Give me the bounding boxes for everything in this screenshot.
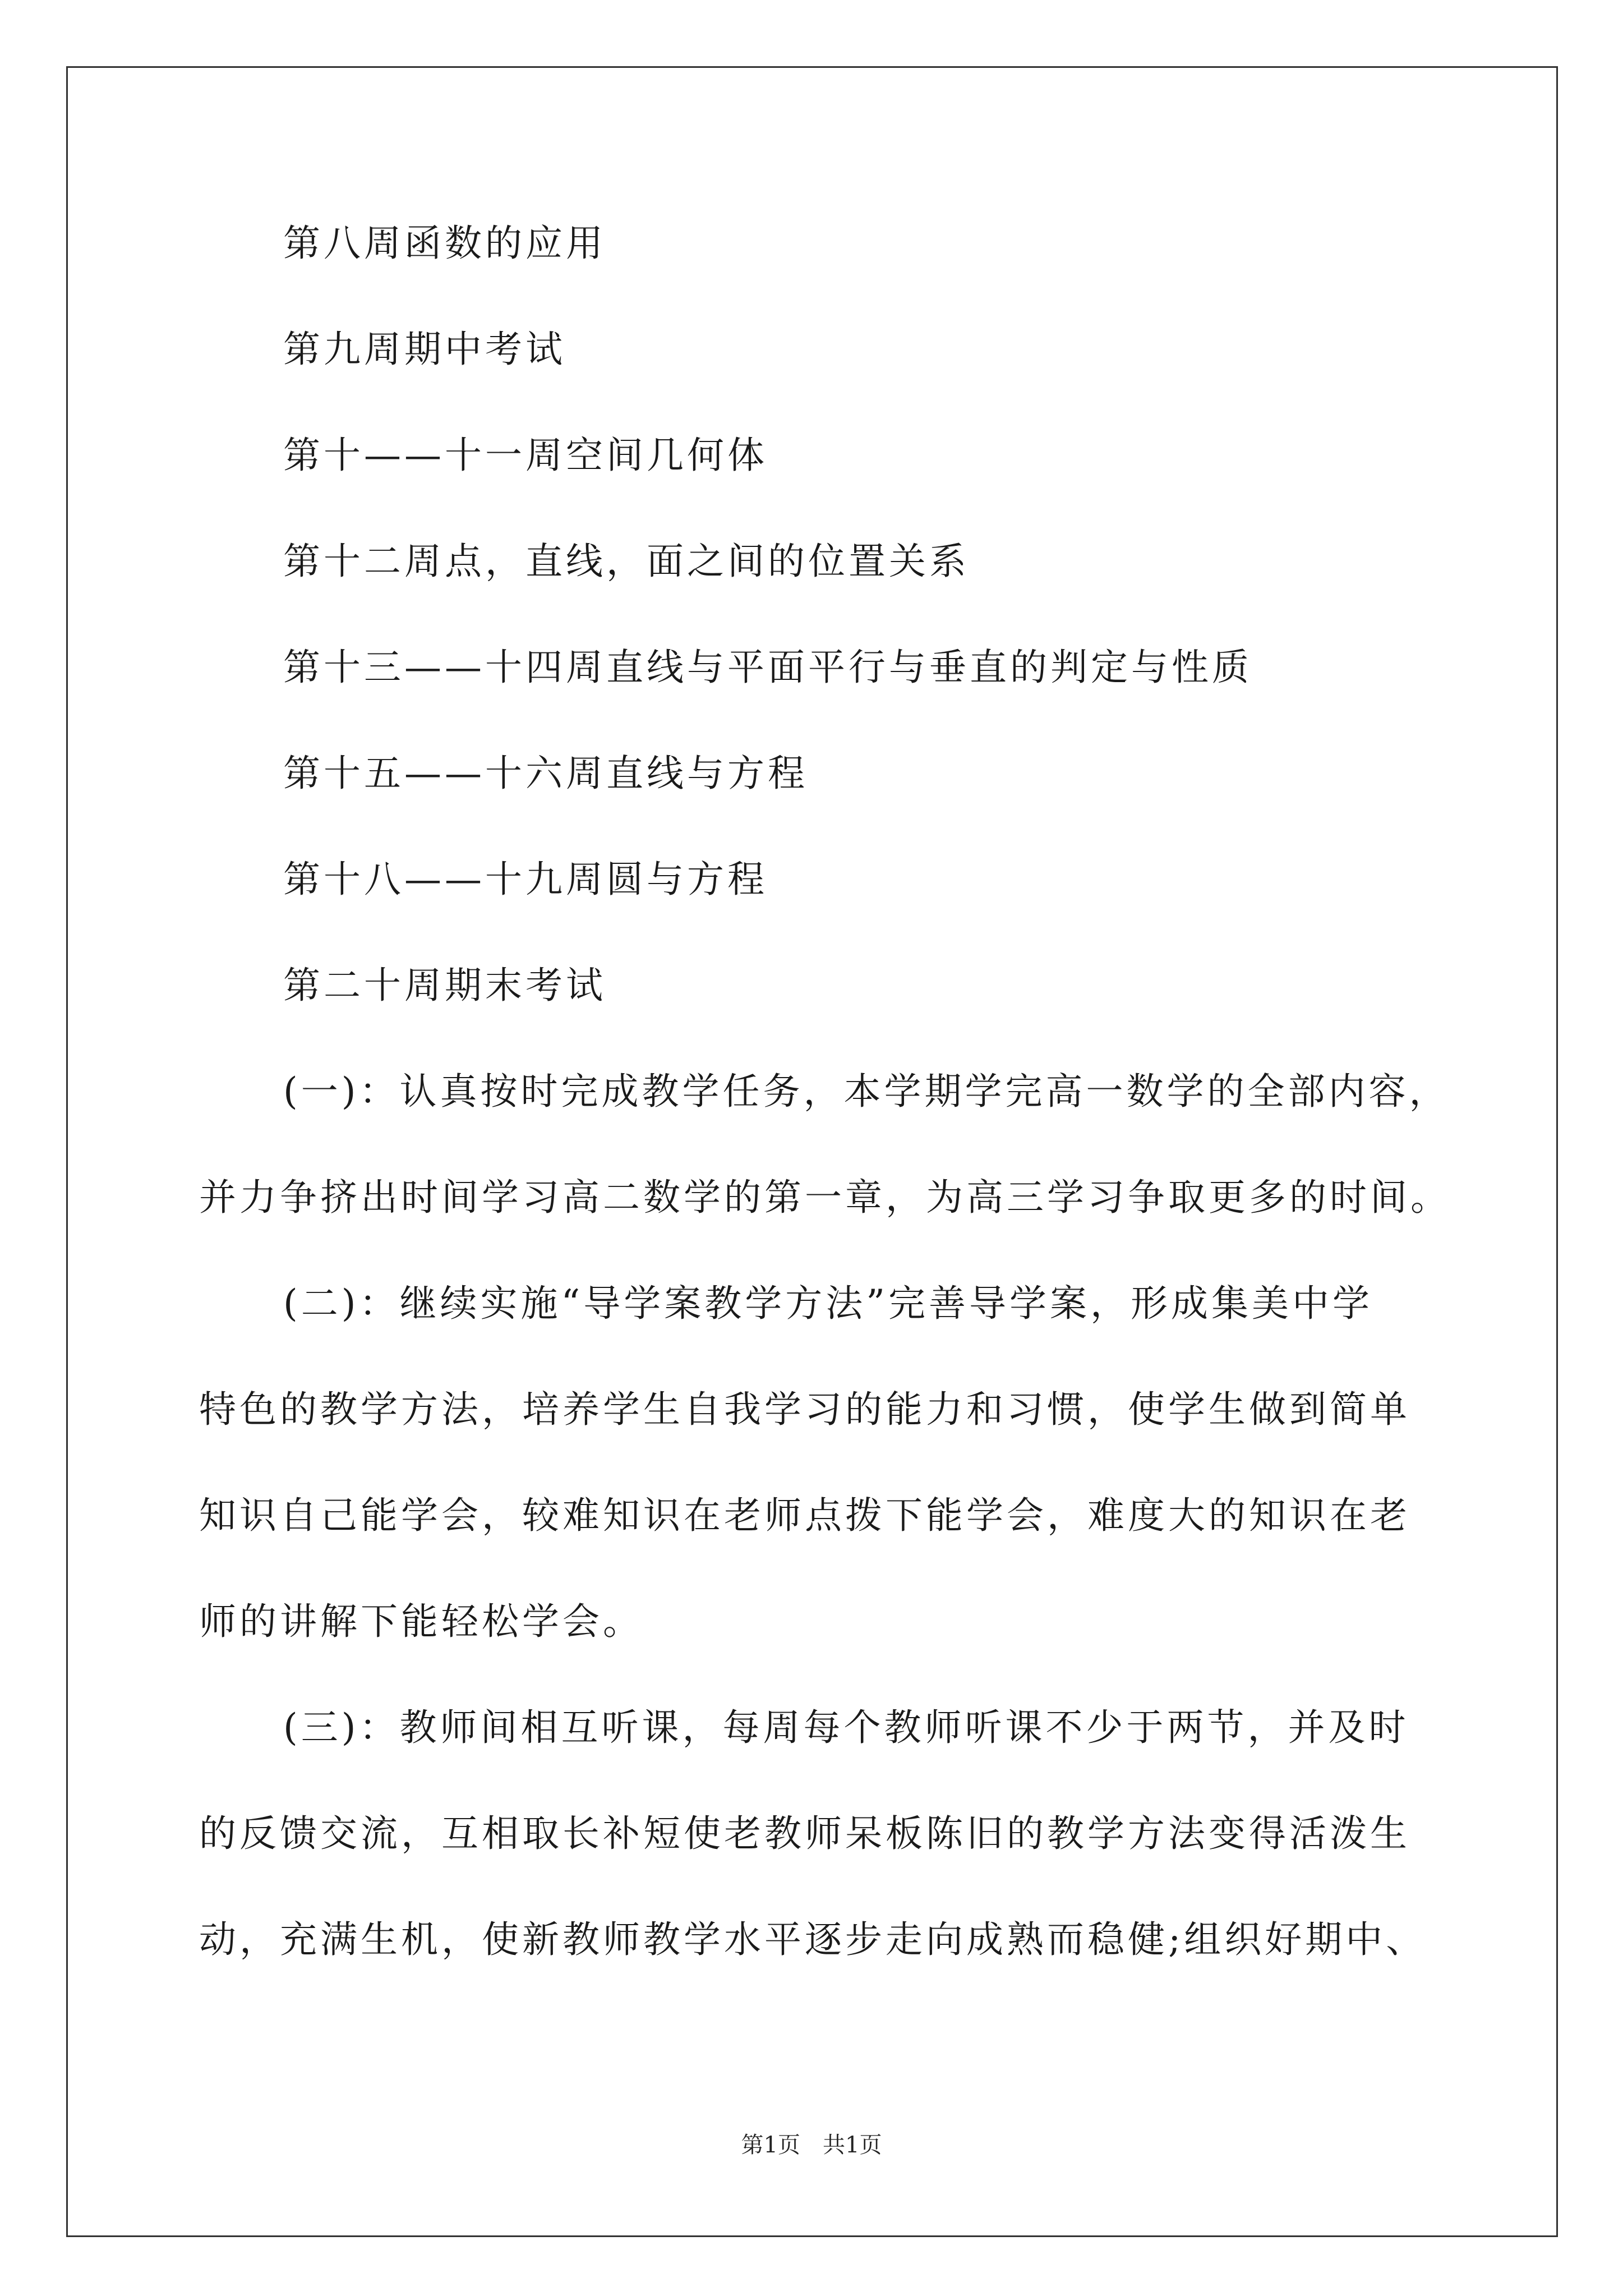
schedule-line: 第九周期中考试 <box>283 328 566 371</box>
schedule-line: 第十——十一周空间几何体 <box>283 434 768 477</box>
paragraph-line: 师的讲解下能轻松学会。 <box>199 1600 643 1643</box>
page-footer: 第1页 共1页 <box>741 2132 882 2158</box>
schedule-line: 第十八——十九周圆与方程 <box>283 858 768 901</box>
schedule-line: 第八周函数的应用 <box>283 222 606 265</box>
schedule-line: 第十五——十六周直线与方程 <box>283 752 808 795</box>
paragraph-line: 知识自己能学会，较难知识在老师点拨下能学会，难度大的知识在老 <box>199 1494 1410 1537</box>
paragraph-line: (二)：继续实施“导学案教学方法”完善导学案，形成集美中学 <box>283 1282 1373 1325</box>
schedule-line: 第二十周期末考试 <box>283 964 606 1007</box>
paragraph-line: (一)：认真按时完成教学任务，本学期学完高一数学的全部内容， <box>283 1070 1450 1113</box>
paragraph-line: (三)：教师间相互听课，每周每个教师听课不少于两节，并及时 <box>283 1706 1409 1749</box>
paragraph-line: 的反馈交流，互相取长补短使老教师呆板陈旧的教学方法变得活泼生 <box>199 1812 1410 1855</box>
paragraph-line: 特色的教学方法，培养学生自我学习的能力和习惯，使学生做到简单 <box>199 1388 1410 1431</box>
schedule-line: 第十二周点，直线，面之间的位置关系 <box>283 540 970 583</box>
paragraph-line: 动，充满生机，使新教师教学水平逐步走向成熟而稳健;组织好期中、 <box>199 1918 1427 1961</box>
paragraph-line: 并力争挤出时间学习高二数学的第一章，为高三学习争取更多的时间。 <box>199 1176 1451 1219</box>
schedule-line: 第十三——十四周直线与平面平行与垂直的判定与性质 <box>283 646 1252 689</box>
